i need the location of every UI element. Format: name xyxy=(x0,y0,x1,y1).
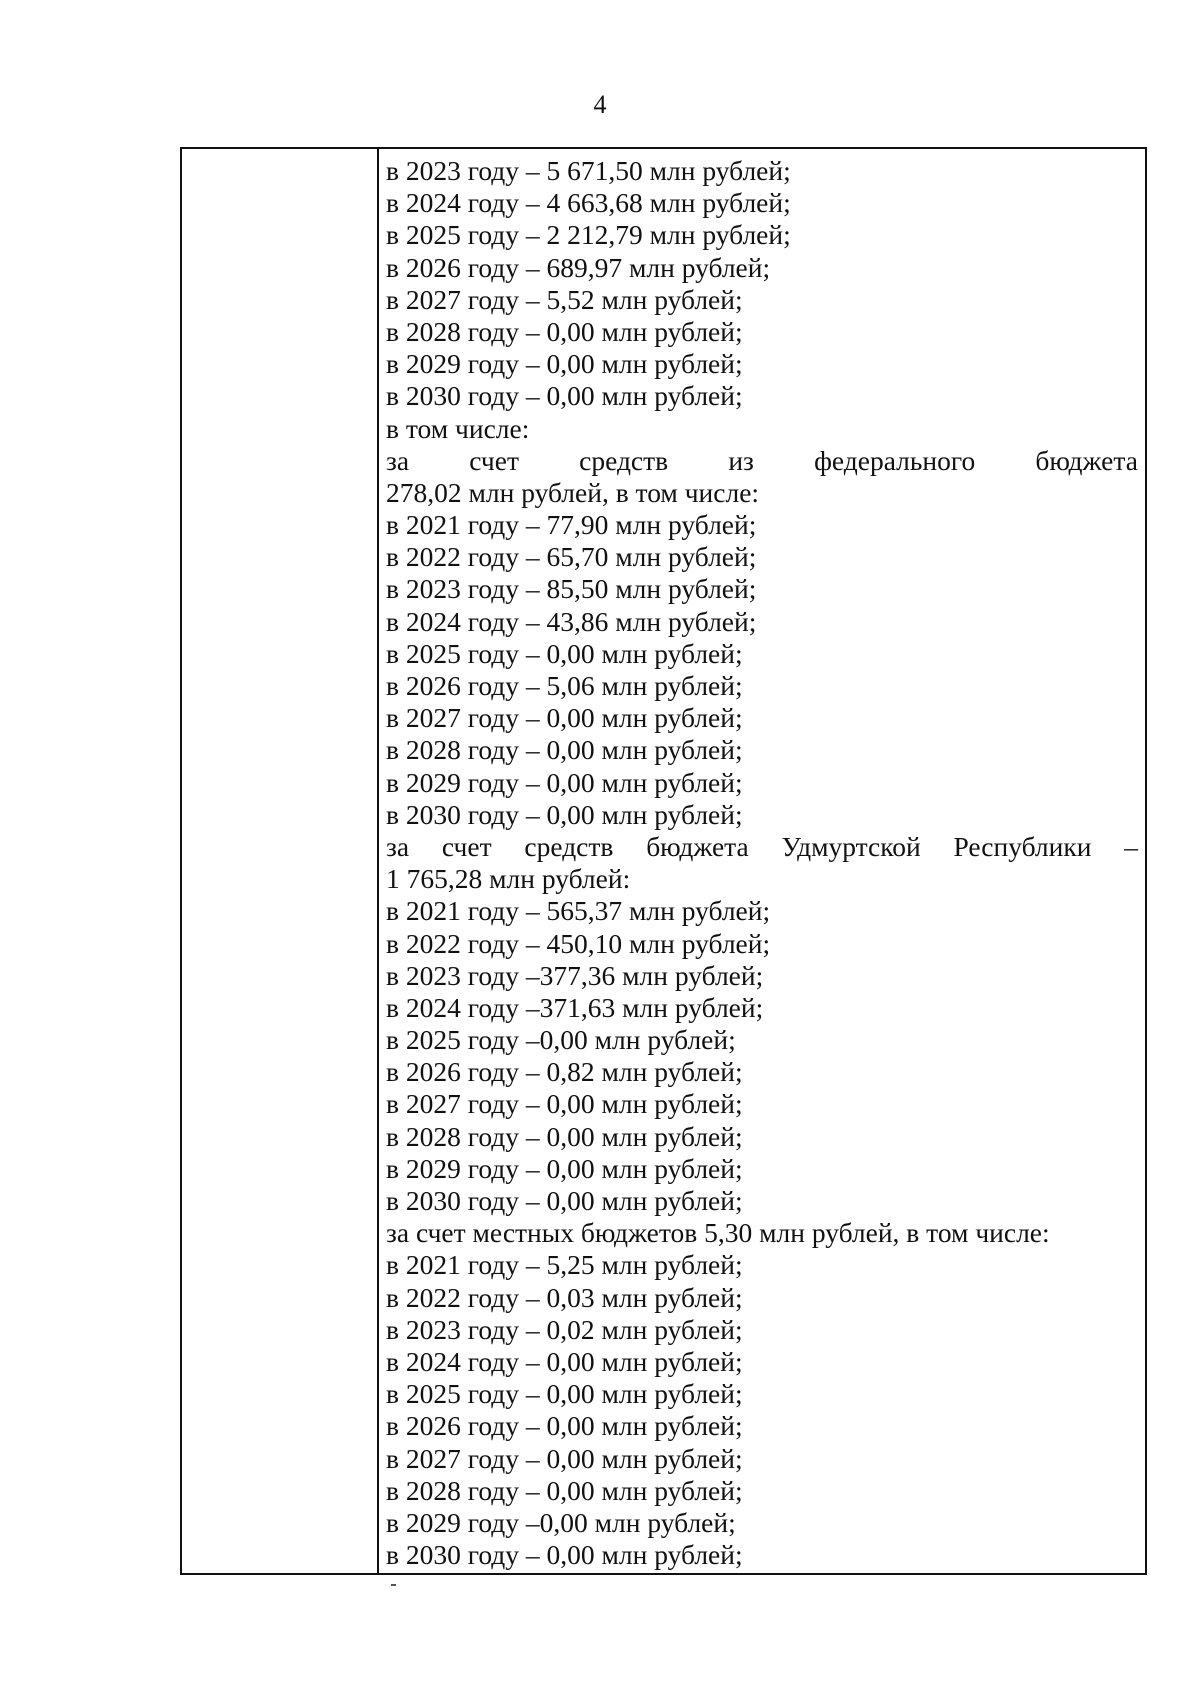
text-line: в 2025 году – 0,00 млн рублей; xyxy=(386,637,743,669)
text-line: в 2029 году –0,00 млн рублей; xyxy=(386,1506,736,1538)
text-line: в 2028 году – 0,00 млн рублей; xyxy=(386,734,743,766)
text-line: в 2027 году – 5,52 млн рублей; xyxy=(386,283,743,315)
text-line: в 2027 году – 0,00 млн рублей; xyxy=(386,1088,743,1120)
text-word: Республики xyxy=(953,830,1092,862)
text-word: федерального xyxy=(814,444,976,476)
text-line: в 2026 году – 0,00 млн рублей; xyxy=(386,1410,743,1442)
text-word: бюджета xyxy=(646,830,749,862)
text-word: счет xyxy=(469,444,519,476)
text-line: в 2028 году – 0,00 млн рублей; xyxy=(386,1474,743,1506)
text-line: в 2026 году – 5,06 млн рублей; xyxy=(386,670,743,701)
text-line: в 2024 году – 0,00 млн рублей; xyxy=(386,1345,743,1377)
text-line: в 2021 году – 565,37 млн рублей; xyxy=(386,895,771,927)
text-line: в 2022 году – 65,70 млн рублей; xyxy=(386,541,757,573)
text-line: в 2023 году –377,36 млн рублей; xyxy=(386,959,764,991)
text-word: счет xyxy=(441,830,492,862)
text-line: в 2021 году – 77,90 млн рублей; xyxy=(386,509,757,541)
scan-mark xyxy=(391,1584,396,1586)
text-word: средств xyxy=(579,444,669,476)
text-line: в 2025 году –0,00 млн рублей; xyxy=(386,1024,736,1056)
text-line: в 2029 году – 0,00 млн рублей; xyxy=(386,348,743,380)
text-line: в 2027 году – 0,00 млн рублей; xyxy=(386,1442,743,1474)
text-line: в 2024 году –371,63 млн рублей; xyxy=(386,991,764,1023)
text-line: в 2024 году – 43,86 млн рублей; xyxy=(386,605,757,637)
text-line: в том числе: xyxy=(386,412,530,444)
text-line xyxy=(386,445,1138,477)
text-line: в 2021 году – 5,25 млн рублей; xyxy=(386,1249,743,1281)
text-line: в 2028 году – 0,00 млн рублей; xyxy=(386,315,743,347)
text-line: в 2026 году – 0,82 млн рублей; xyxy=(386,1056,743,1088)
text-line: в 2027 году – 0,00 млн рублей; xyxy=(386,702,743,734)
text-line xyxy=(386,831,1138,863)
text-word: за xyxy=(386,444,410,476)
text-line: в 2025 году – 2 212,79 млн рублей; xyxy=(386,219,791,251)
text-line: в 2025 году – 0,00 млн рублей; xyxy=(386,1378,743,1410)
text-line: в 2024 году – 4 663,68 млн рублей; xyxy=(386,187,791,219)
text-line: в 2030 году – 0,00 млн рублей; xyxy=(386,1539,743,1571)
text-line: в 2030 году – 0,00 млн рублей; xyxy=(386,380,743,412)
text-line: в 2022 году – 0,03 млн рублей; xyxy=(386,1281,743,1313)
text-word: за xyxy=(386,830,410,862)
column-divider xyxy=(377,149,379,1573)
funding-table xyxy=(180,147,1147,1575)
text-line: в 2030 году – 0,00 млн рублей; xyxy=(386,798,743,830)
page-number: 4 xyxy=(593,90,607,119)
text-line: 1 765,28 млн рублей: xyxy=(386,863,631,895)
text-line: в 2023 году – 0,02 млн рублей; xyxy=(386,1313,743,1345)
text-line: в 2028 году – 0,00 млн рублей; xyxy=(386,1120,743,1152)
text-word: – xyxy=(1124,830,1138,862)
text-line: в 2029 году – 0,00 млн рублей; xyxy=(386,1152,743,1184)
text-line: в 2030 году – 0,00 млн рублей; xyxy=(386,1185,743,1216)
text-word: из xyxy=(728,444,754,476)
text-word: средств xyxy=(524,830,614,862)
text-line: в 2023 году – 85,50 млн рублей; xyxy=(386,573,757,605)
text-word: бюджета xyxy=(1035,444,1138,476)
text-line: в 2026 году – 689,97 млн рублей; xyxy=(386,251,771,283)
text-line: 278,02 млн рублей, в том числе: xyxy=(386,476,760,508)
text-line: в 2022 году – 450,10 млн рублей; xyxy=(386,927,771,959)
text-line: за счет местных бюджетов 5,30 млн рублей, в том числе: xyxy=(386,1217,1050,1249)
funding-text-cell xyxy=(386,155,1138,1571)
text-line: в 2029 году – 0,00 млн рублей; xyxy=(386,766,743,798)
text-line: в 2023 году – 5 671,50 млн рублей; xyxy=(386,155,791,186)
text-word: Удмуртской xyxy=(781,830,921,862)
